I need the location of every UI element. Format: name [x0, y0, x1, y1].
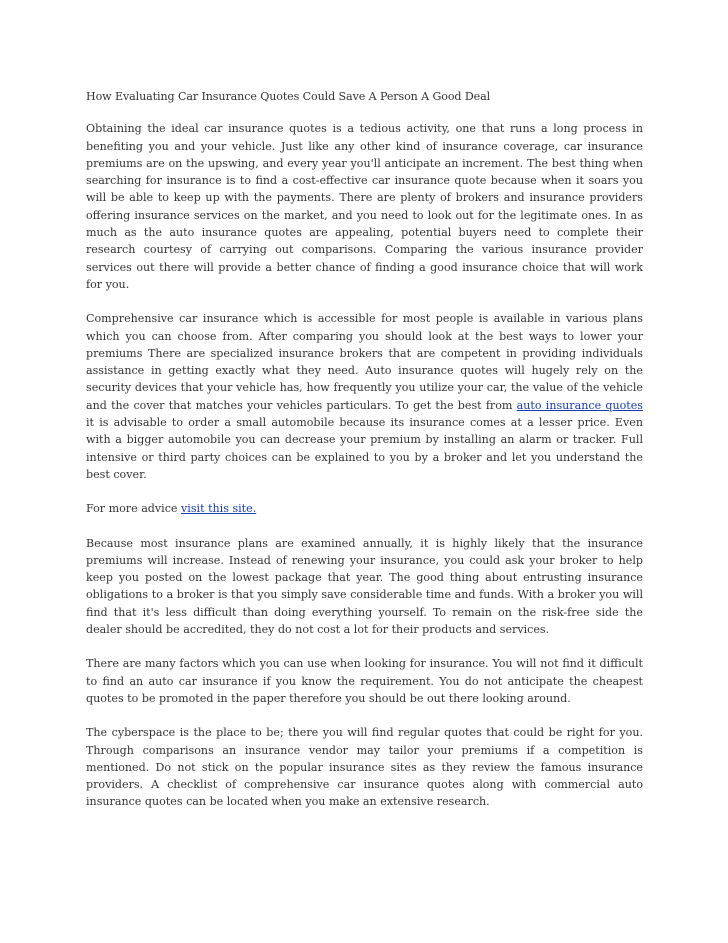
paragraph-6: The cyberspace is the place to be; there you will find regular quotes that could be right for you. Through comparisons an insurance vendor may tailor your premiums if a competition is mentioned. Do not stick on the popular insurance sites as they review the famous insurance providers. A checklist of comprehensive car insurance quotes along with commercial auto insurance quotes can be located when you make an extensive research. [86, 726, 643, 809]
paragraph-3 [86, 500, 643, 517]
paragraph-3-text-before: For more advice [86, 502, 182, 516]
auto-insurance-quotes-link[interactable]: auto insurance quotes [516, 398, 643, 412]
paragraph-2 [86, 310, 643, 483]
document-title: How Evaluating Car Insurance Quotes Could Save A Person A Good Deal [86, 90, 491, 103]
document-page [86, 88, 643, 828]
paragraph-4: Because most insurance plans are examined annually, it is highly likely that the insurance premiums will increase. Instead of renewing your insurance, you could ask your broker to help keep you posted on the lowest package that year. The good thing about entrusting insurance obligations to a broker is that you simply save considerable time and funds. With a broker you will find that it's less difficult than doing everything yourself. To remain on the risk-free side the dealer should be accredited, they do not cost a lot for their products and services. [86, 536, 643, 637]
paragraph-1: Obtaining the ideal car insurance quotes is a tedious activity, one that runs a long process in benefiting you and your vehicle. Just like any other kind of insurance coverage, car insurance premiums are on the upswing, and every year you'll anticipate an increment. The best thing when searching for insurance is to find a cost-effective car insurance quote because when it soars you will be able to keep up with the payments. There are plenty of brokers and insurance providers offering insurance services on the market, and you need to look out for the legitimate ones. In as much as the auto insurance quotes are appealing, potential buyers need to complete their research courtesy of carrying out comparisons. Comparing the various insurance provider services out there will provide a better chance of finding a good insurance choice that will work for you. [86, 122, 643, 291]
paragraph-2-text-before: Comprehensive car insurance which is accessible for most people is available in various plans which you can choose from. After comparing you should look at the best ways to lower your premiums There are specialized insurance brokers that are competent in providing individuals assistance in getting exactly what they need. Auto insurance quotes will hugely rely on the security devices that your vehicle has, how frequently you utilize your car, the value of the vehicle and the cover that matches your vehicles particulars. To get the best from [86, 312, 643, 412]
paragraph-2-text-after: it is advisable to order a small automobile because its insurance comes at a lesser price. Even with a bigger automobile you can decrease your premium by installing an alarm or tracker. Full intensive or third party choices can be explained to you by a broker and let you understand the best cover. [86, 416, 643, 481]
paragraph-5: There are many factors which you can use when looking for insurance. You will not find it difficult to find an auto car insurance if you know the requirement. You do not anticipate the cheapest quotes to be promoted in the paper therefore you should be out there looking around. [86, 657, 643, 705]
visit-this-site-link[interactable]: visit this site. [181, 502, 257, 516]
